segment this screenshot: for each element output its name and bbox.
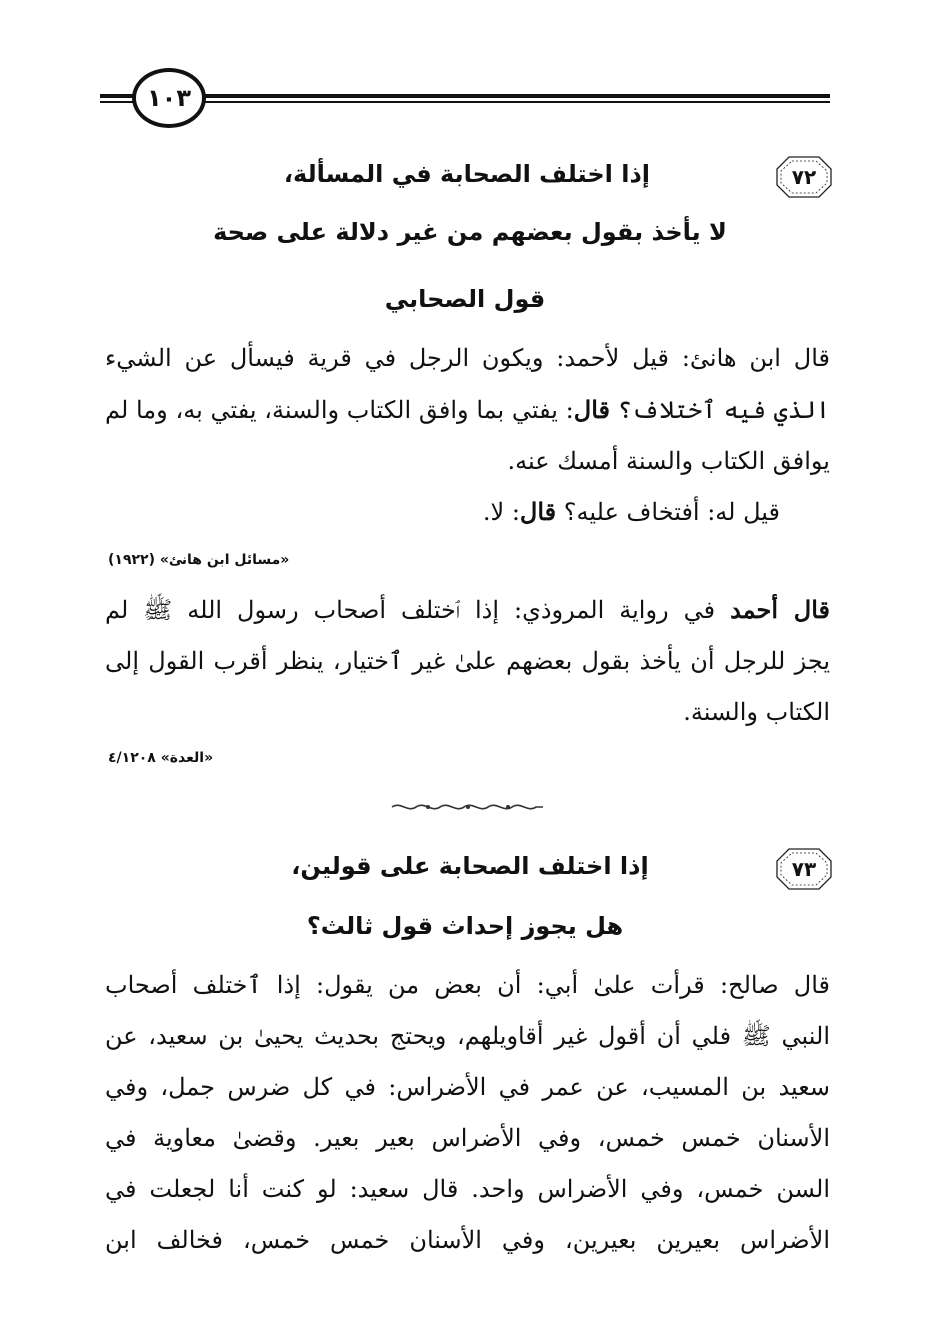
paragraph [105,960,830,1266]
text-line: قال صالح: قرأت علىٰ أبي: أن بعض من يقول: إذا ٱختلف أصحاب [105,971,830,999]
source-citation: «مسائل ابن هانئ» (١٩٢٢) [108,552,290,568]
header-rule-thick [100,94,830,98]
source-citation: «العدة» ٤/١٢٠٨ [108,750,214,766]
section-heading-line3: قول الصحابي [384,285,546,313]
page-number: ١٠٣ [132,68,206,128]
ornament-divider-icon [390,800,545,814]
paragraph [105,486,830,538]
text-line: النبي ﷺ فلي أن أقول غير أقاويلهم، ويحتج بحديث يحيىٰ بن سعيد، عن [105,1022,830,1050]
text-run: : لا. [482,498,520,526]
speaker-label: قال [519,497,557,526]
text-line: سعيد بن المسيب، عن عمر في الأضراس: في كل ضرس جمل، وفي [105,1073,830,1101]
text-line: الأسنان خمس خمس، وفي الأضراس بعير بعير. وقضىٰ معاوية في [105,1124,830,1152]
section-heading-line2: هل يجوز إحداث قول ثالث؟ [306,912,624,940]
text-run: : يفتي بما وافق الكتاب والسنة، يفتي به، وما لم [105,396,574,424]
text-line: الكتاب والسنة. [683,698,830,726]
header-rule-thin [100,101,830,103]
speaker-label: قال أحمد [730,595,830,624]
text-line [105,486,780,538]
section-number-badge [775,847,833,891]
paragraph [105,584,830,738]
section-heading-line2: لا يأخذ بقول بعضهم من غير دلالة على صحة [213,218,727,246]
section-heading-line1: إذا اختلف الصحابة في المسألة، [283,160,650,188]
text-line [105,584,830,636]
section-number: ٧٢ [791,165,817,189]
text-run: في رواية المروذي: إذا ٱختلف أصحاب رسول الله ﷺ لم [105,596,731,624]
paragraph [105,333,830,487]
text-line [105,384,830,436]
section-heading-line1: إذا اختلف الصحابة على قولين، [291,852,649,880]
page-header [100,68,830,128]
speaker-label: قال [573,395,610,424]
text-line: الأضراس بعيرين بعيرين، وفي الأسنان خمس خمس، فخالف ابن [105,1226,830,1254]
text-line: يجز للرجل أن يأخذ بقول بعضهم علىٰ غير ٱختيار، ينظر أقرب القول إلى [105,647,830,675]
text-run: قيل له: أفتخاف عليه؟ [556,498,780,526]
section-number: ٧٣ [791,857,817,881]
text-line: السن خمس، وفي الأضراس واحد. قال سعيد: لو كنت أنا لجعلت في [105,1175,830,1203]
text-line: يوافق الكتاب والسنة أمسك عنه. [507,447,830,475]
text-line: قال ابن هانئ: قيل لأحمد: ويكون الرجل في قرية فيسأل عن الشيء [105,344,830,372]
section-number-badge [775,155,833,199]
text-run: الذي فيه ٱختلاف؟ [610,396,830,424]
